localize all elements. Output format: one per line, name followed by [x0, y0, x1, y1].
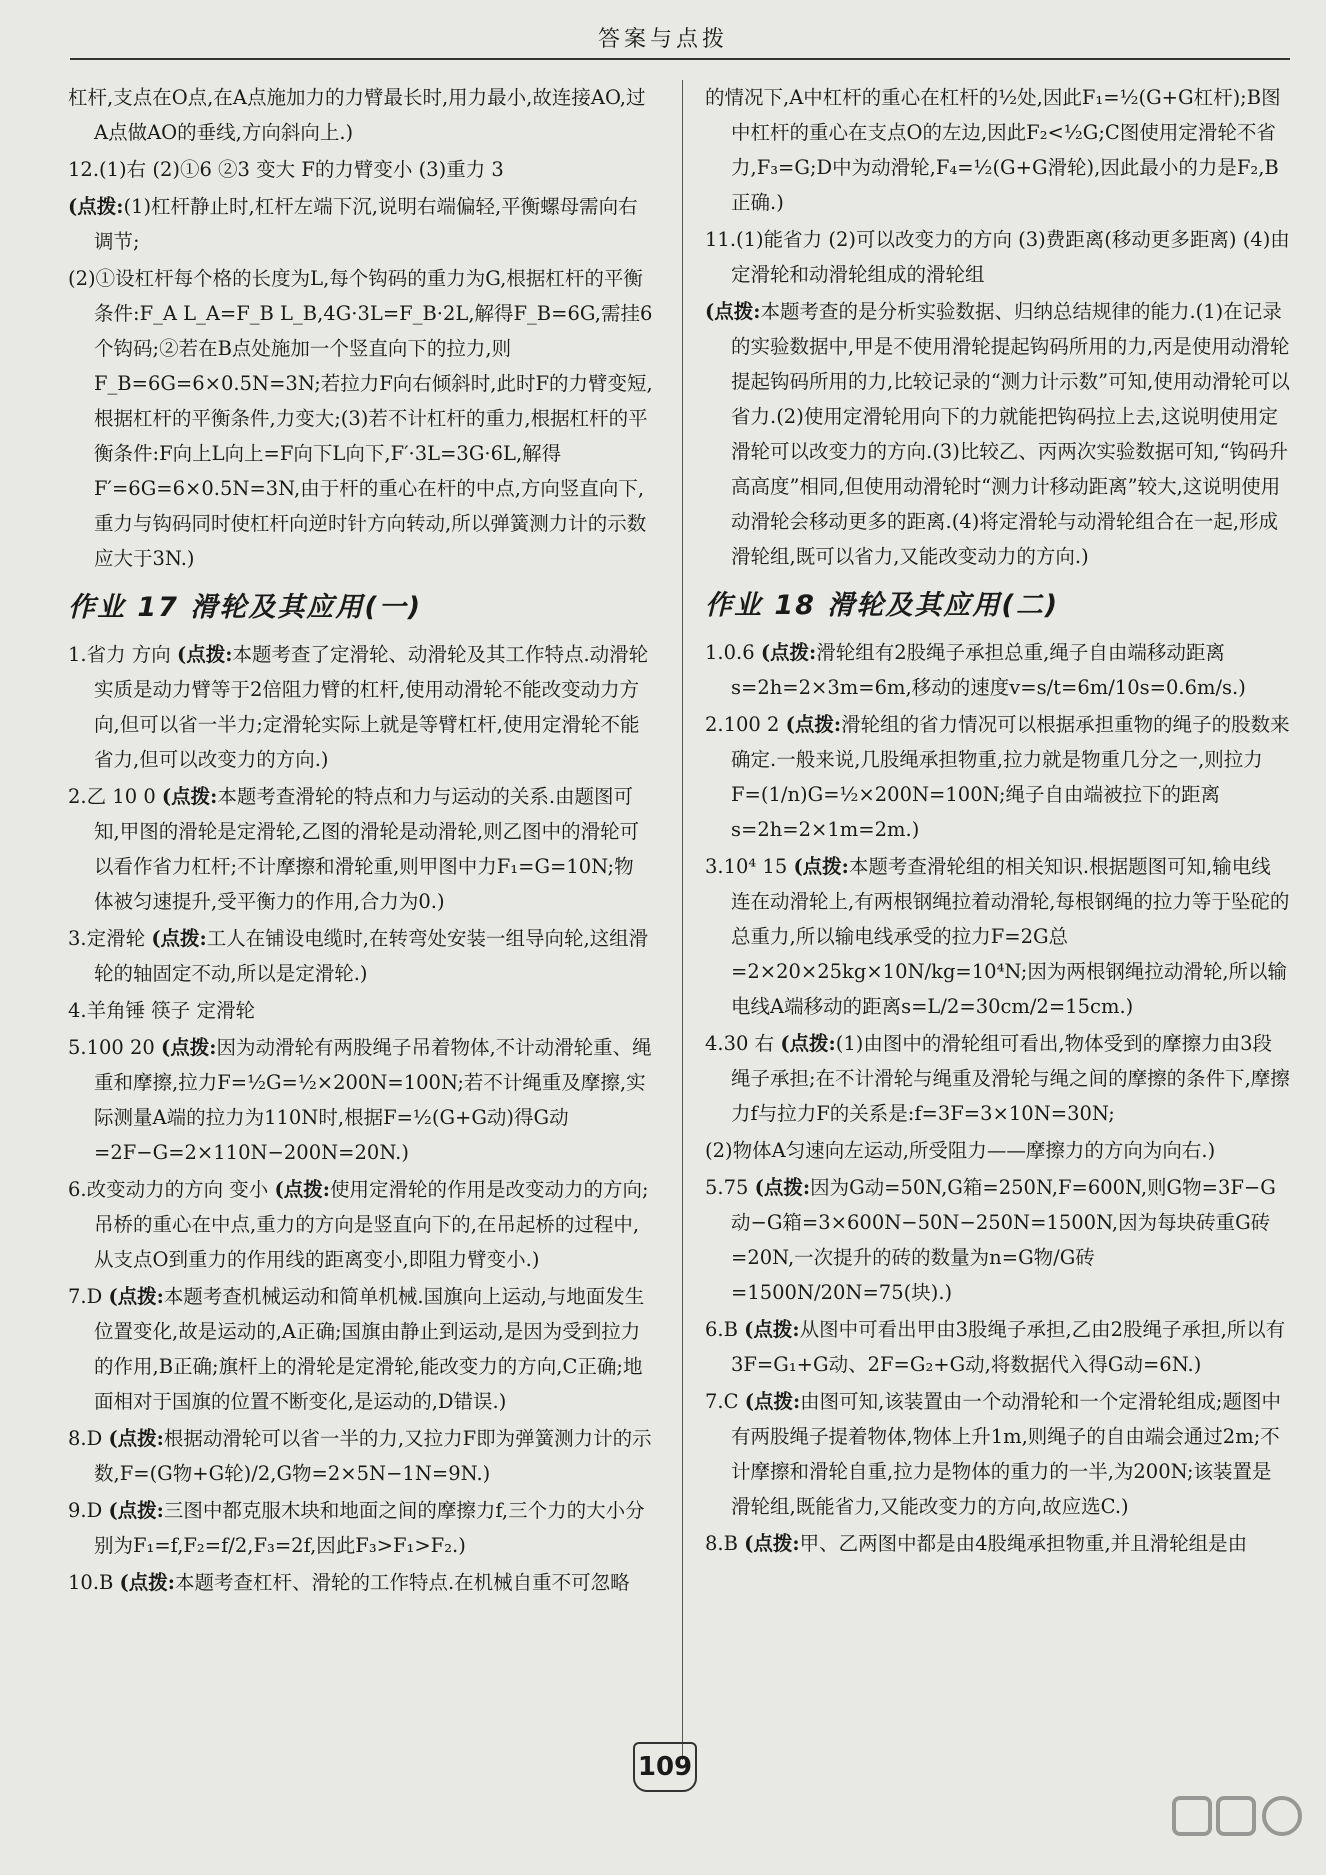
- answer-item: [68, 1421, 653, 1491]
- tip-text: (1)杠杆静止时,杠杆左端下沉,说明右端偏轻,平衡螺母需向右调节;: [94, 195, 638, 253]
- tip-text: 本题考查的是分析实验数据、归纳总结规律的能力.(1)在记录的实验数据中,甲是不使用滑轮提起钩码所用的力,丙是使用动滑轮提起钩码所用的力,比较记录的“测力计示数”可知,使用动滑轮可以省力.(2)使用定滑轮用向下的力就能把钩码拉上去,这说明使用定滑轮可以改变力的方向.(3)比较乙、丙两次实验数据可知,“钩码升高高度”相同,但使用动滑轮时“测力计移动距离”较大,这说明使用动滑轮会移动更多的距离.(4)将定滑轮与动滑轮组合在一起,形成滑轮组,既可以省力,又能改变动力的方向.): [731, 300, 1290, 568]
- answer-text: (2)物体A匀速向左运动,所受阻力——摩擦力的方向为向右.): [705, 1139, 1216, 1162]
- answer-item: [68, 152, 653, 187]
- tip-label: (点拨:: [108, 1427, 164, 1450]
- watermark-logo-icon: [1170, 1790, 1310, 1860]
- tip-label: (点拨:: [108, 1285, 164, 1308]
- answer-item: [68, 993, 653, 1028]
- tip-text: (1)由图中的滑轮组可看出,物体受到的摩擦力由3段绳子承担;在不计滑轮与绳重及滑轮与绳之间的摩擦的条件下,摩擦力f与拉力F的关系是:f=3F=3×10N=30N;: [731, 1032, 1290, 1125]
- tip-text: 本题考查滑轮的特点和力与运动的关系.由题图可知,甲图的滑轮是定滑轮,乙图的滑轮是动滑轮,则乙图中的滑轮可以看作省力杠杆;不计摩擦和滑轮重,则甲图中力F₁=G=10N;物体被匀速提升,受平衡力的作用,合力为0.): [94, 785, 640, 913]
- answer-text: 杠杆,支点在O点,在A点施加力的力臂最长时,用力最小,故连接AO,过A点做AO的垂线,方向斜向上.): [68, 86, 646, 144]
- answer-item: [68, 637, 653, 777]
- answer-item: [705, 222, 1290, 292]
- answer-item: [68, 779, 653, 919]
- tip-text: 由图可知,该装置由一个动滑轮和一个定滑轮组成;题图中有两股绳子提着物体,物体上升1m,则绳子的自由端会通过2m;不计摩擦和滑轮自重,拉力是物体的重力的一半,为200N;该装置是滑轮组,既能省力,又能改变力的方向,故应选C.): [731, 1390, 1281, 1518]
- answer-item: [68, 261, 653, 576]
- page-number: 109: [633, 1742, 697, 1792]
- answer-item: [705, 635, 1290, 705]
- answer-item: [68, 80, 653, 150]
- answer-item: [68, 189, 653, 259]
- tip-label: (点拨:: [744, 1318, 800, 1341]
- answer-text: 7.D: [68, 1285, 109, 1308]
- answer-text: 8.B: [705, 1532, 745, 1555]
- answer-text: 2.乙 10 0: [68, 785, 162, 808]
- answer-text: 1.0.6: [705, 641, 761, 664]
- right-column: [705, 80, 1290, 1563]
- answer-text: 4.羊角锤 筷子 定滑轮: [68, 999, 256, 1022]
- answer-text: 6.改变动力的方向 变小: [68, 1178, 275, 1201]
- answer-item: [705, 1526, 1290, 1561]
- answer-item: [705, 1384, 1290, 1524]
- column-divider: [682, 80, 683, 1760]
- answer-text: 3.定滑轮: [68, 927, 152, 950]
- answer-item: [68, 1279, 653, 1419]
- tip-text: 使用定滑轮的作用是改变动力的方向;吊桥的重心在中点,重力的方向是竖直向下的,在吊起桥的过程中,从支点O到重力的作用线的距离变小,即阻力臂变小.): [94, 1178, 649, 1271]
- tip-text: 本题考查了定滑轮、动滑轮及其工作特点.动滑轮实质是动力臂等于2倍阻力臂的杠杆,使用动滑轮不能改变动力方向,但可以省一半力;定滑轮实际上就是等臂杠杆,使用定滑轮不能省力,但可以改变力的方向.): [94, 643, 649, 771]
- answer-item: [705, 294, 1290, 574]
- answer-item: [68, 921, 653, 991]
- answer-item: [68, 1565, 653, 1600]
- answer-item: [68, 1172, 653, 1277]
- answer-text: 4.30 右: [705, 1032, 781, 1055]
- answer-text: 5.100 20: [68, 1036, 162, 1059]
- answer-text: 9.D: [68, 1499, 109, 1522]
- tip-label: (点拨:: [793, 855, 849, 878]
- answer-text: 的情况下,A中杠杆的重心在杠杆的½处,因此F₁=½(G+G杠杆);B图中杠杆的重心在支点O的左边,因此F₂<½G;C图使用定滑轮不省力,F₃=G;D中为动滑轮,F₄=½(G+G滑轮),因此最小的力是F₂,B正确.): [705, 86, 1281, 214]
- answer-item: [705, 849, 1290, 1024]
- answer-text: (2)①设杠杆每个格的长度为L,每个钩码的重力为G,根据杠杆的平衡条件:F_A L_A=F_B L_B,4G·3L=F_B·2L,解得F_B=6G,需挂6个钩码;②若在B点处施加一个竖直向下的拉力,则F_B=6G=6×0.5N=3N;若拉力F向右倾斜时,此时F的力臂变短,根据杠杆的平衡条件,力变大;(3)若不计杠杆的重力,根据杠杆的平衡条件:F向上L向上=F向下L向下,F′·3L=3G·6L,解得F′=6G=6×0.5N=3N,由于杆的重心在杆的中点,方向竖直向下,重力与钩码同时使杠杆向逆时针方向转动,所以弹簧测力计的示数应大于3N.): [68, 267, 653, 570]
- answer-item: [705, 1312, 1290, 1382]
- answer-text: 3.10⁴ 15: [705, 855, 794, 878]
- answer-text: 8.D: [68, 1427, 109, 1450]
- tip-text: 甲、乙两图中都是由4股绳承担物重,并且滑轮组是由: [799, 1532, 1248, 1555]
- header-rule: [70, 58, 1290, 60]
- answer-item: [705, 1026, 1290, 1131]
- answer-text: 12.(1)右 (2)①6 ②3 变大 F的力臂变小 (3)重力 3: [68, 158, 504, 181]
- answer-item: [705, 707, 1290, 847]
- tip-label: (点拨:: [177, 643, 233, 666]
- tip-label: (点拨:: [161, 785, 218, 808]
- answer-item: [705, 80, 1290, 220]
- tip-label: (点拨:: [760, 641, 817, 664]
- tip-label: (点拨:: [161, 1036, 217, 1059]
- tip-label: (点拨:: [705, 300, 761, 323]
- answer-text: 7.C: [705, 1390, 745, 1413]
- tip-label: (点拨:: [68, 195, 124, 218]
- tip-text: 工人在铺设电缆时,在转弯处安装一组导向轮,这组滑轮的轴固定不动,所以是定滑轮.): [94, 927, 649, 985]
- tip-text: 滑轮组有2股绳子承担总重,绳子自由端移动距离s=2h=2×3m=6m,移动的速度v=s/t=6m/10s=0.6m/s.): [731, 641, 1246, 699]
- tip-label: (点拨:: [785, 713, 842, 736]
- answer-text: 2.100 2: [705, 713, 786, 736]
- tip-text: 从图中可看出甲由3股绳子承担,乙由2股绳子承担,所以有3F=G₁+G动、2F=G₂+G动,将数据代入得G动=6N.): [731, 1318, 1286, 1376]
- tip-text: 三图中都克服木块和地面之间的摩擦力f,三个力的大小分别为F₁=f,F₂=f/2,F₃=2f,因此F₃>F₁>F₂.): [94, 1499, 645, 1557]
- tip-label: (点拨:: [744, 1390, 801, 1413]
- answer-text: 5.75: [705, 1176, 755, 1199]
- tip-label: (点拨:: [754, 1176, 811, 1199]
- answer-text: 6.B: [705, 1318, 745, 1341]
- answer-text: 1.省力 方向: [68, 643, 178, 666]
- tip-text: 本题考查杠杆、滑轮的工作特点.在机械自重不可忽略: [174, 1571, 630, 1594]
- tip-label: (点拨:: [274, 1178, 330, 1201]
- answer-item: [705, 1170, 1290, 1310]
- tip-label: (点拨:: [744, 1532, 800, 1555]
- tip-text: 因为G动=50N,G箱=250N,F=600N,则G物=3F−G动−G箱=3×600N−50N−250N=1500N,因为每块砖重G砖=20N,一次提升的砖的数量为n=G物/G砖=1500N/20N=75(块).): [731, 1176, 1276, 1304]
- tip-text: 本题考查滑轮组的相关知识.根据题图可知,输电线连在动滑轮上,有两根钢绳拉着动滑轮,每根钢绳的拉力等于坠砣的总重力,所以输电线承受的拉力F=2G总=2×20×25kg×10N/kg=10⁴N;因为两根钢绳拉动滑轮,所以输电线A端移动的距离s=L/2=30cm/2=15cm.): [731, 855, 1290, 1018]
- answer-item: [68, 1493, 653, 1563]
- answer-text: 11.(1)能省力 (2)可以改变力的方向 (3)费距离(移动更多距离) (4)由定滑轮和动滑轮组成的滑轮组: [705, 228, 1290, 286]
- tip-label: (点拨:: [780, 1032, 836, 1055]
- left-column: [68, 80, 653, 1602]
- answer-item: [705, 1133, 1290, 1168]
- tip-text: 因为动滑轮有两股绳子吊着物体,不计动滑轮重、绳重和摩擦,拉力F=½G=½×200N=100N;若不计绳重及摩擦,实际测量A端的拉力为110N时,根据F=½(G+G动)得G动=2F−G=2×110N−200N=20N.): [94, 1036, 652, 1164]
- section-title: 作业 18 滑轮及其应用(二): [705, 590, 1060, 621]
- tip-label: (点拨:: [108, 1499, 164, 1522]
- page-header: 答案与点拨: [597, 27, 728, 52]
- tip-text: 根据动滑轮可以省一半的力,又拉力F即为弹簧测力计的示数,F=(G物+G轮)/2,G物=2×5N−1N=9N.): [94, 1427, 652, 1485]
- answer-text: 10.B: [68, 1571, 120, 1594]
- tip-label: (点拨:: [119, 1571, 175, 1594]
- answer-item: [68, 1030, 653, 1170]
- tip-label: (点拨:: [151, 927, 207, 950]
- section-title: 作业 17 滑轮及其应用(一): [68, 592, 423, 623]
- tip-text: 滑轮组的省力情况可以根据承担重物的绳子的股数来确定.一般来说,几股绳承担物重,拉力就是物重几分之一,则拉力F=(1/n)G=½×200N=100N;绳子自由端被拉下的距离s=2h=2×1m=2m.): [731, 713, 1290, 841]
- tip-text: 本题考查机械运动和简单机械.国旗向上运动,与地面发生位置变化,故是运动的,A正确;国旗由静止到运动,是因为受到拉力的作用,B正确;旗杆上的滑轮是定滑轮,能改变力的方向,C正确;地面相对于国旗的位置不断变化,是运动的,D错误.): [94, 1285, 645, 1413]
